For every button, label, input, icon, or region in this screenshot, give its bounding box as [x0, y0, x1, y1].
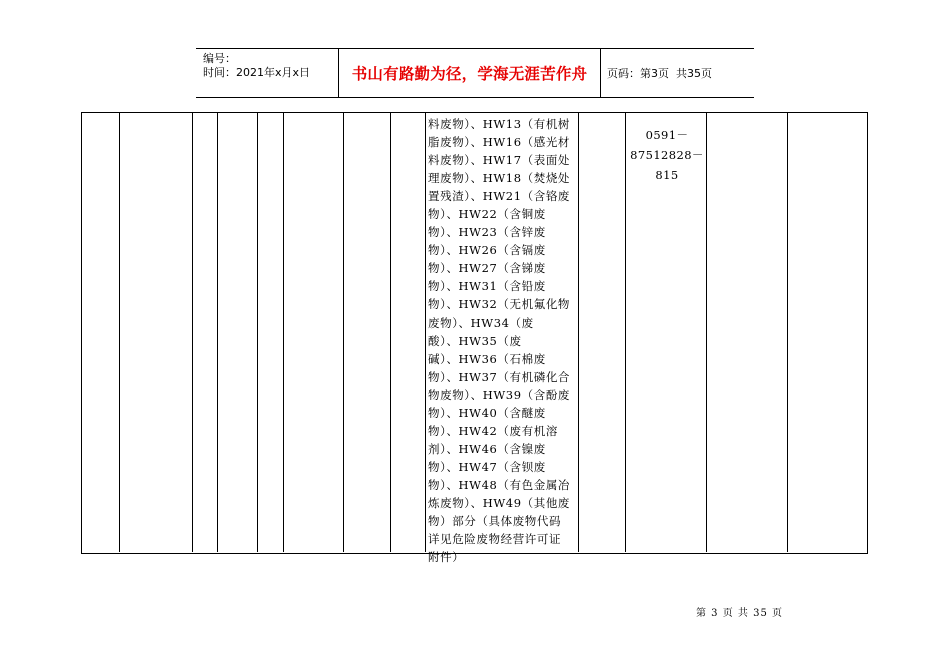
phone-line: 815 — [655, 168, 679, 182]
phone-cell — [628, 125, 706, 185]
column-divider — [283, 112, 284, 552]
column-divider — [578, 112, 579, 552]
description-line: 料废物）、HW13（有机树 — [428, 117, 571, 131]
description-line: 物）、HW48（有色金属冶 — [428, 477, 571, 492]
description-line: 物）、HW27（含锑废 — [428, 261, 546, 276]
description-line: 详见危险废物经营许可证 — [428, 532, 562, 547]
phone-line: 0591－ — [645, 128, 689, 142]
column-divider — [425, 112, 426, 552]
description-line: 剂）、HW46（含镍废 — [428, 441, 546, 456]
description-line: 理废物）、HW18（焚烧处 — [428, 171, 571, 186]
description-line: 炼废物）、HW49（其他废 — [428, 495, 571, 510]
description-line: 物废物）、HW39（含酚废 — [428, 387, 571, 402]
description-line: 料废物）、HW17（表面处 — [428, 153, 571, 168]
description-line: 置残渣）、HW21（含铬废 — [428, 189, 571, 204]
description-line: 物）、HW22（含铜废 — [428, 207, 546, 222]
column-divider — [787, 112, 788, 552]
description-line: 物）、HW31（含铅废 — [428, 279, 546, 294]
number-label: 编号： — [203, 52, 236, 65]
waste-description-cell — [428, 115, 578, 566]
description-line: 废物）、HW34（废 — [428, 315, 534, 330]
column-divider — [390, 112, 391, 552]
column-divider — [343, 112, 344, 552]
description-line: 脂废物）、HW16（感光材 — [428, 135, 571, 150]
description-line: 物）、HW32（无机氟化物 — [428, 297, 571, 312]
header-meta — [196, 49, 339, 97]
column-divider — [192, 112, 193, 552]
time-label: 时间：2021年x月x日 — [203, 66, 311, 79]
column-divider — [257, 112, 258, 552]
description-line: 物）、HW37（有机磷化合 — [428, 369, 571, 384]
description-line: 物）、HW26（含镉废 — [428, 243, 546, 258]
header-page-code — [601, 49, 754, 97]
phone-line: 87512828－ — [630, 148, 704, 162]
description-line: 碱）、HW36（石棉废 — [428, 351, 546, 366]
description-line: 物）、HW42（废有机溶 — [428, 423, 558, 438]
description-line: 附件） — [428, 550, 465, 565]
description-line: 酸）、HW35（废 — [428, 333, 522, 348]
description-line: 物）部分（具体废物代码 — [428, 514, 562, 529]
description-line: 物）、HW40（含醚废 — [428, 405, 546, 420]
page-code-text: 页码：第3页 共35页 — [607, 67, 712, 80]
header-motto: 书山有路勤为径，学海无涯苦作舟 — [339, 49, 601, 97]
column-divider — [217, 112, 218, 552]
column-divider — [625, 112, 626, 552]
description-line: 物）、HW23（含锌废 — [428, 225, 546, 240]
column-divider — [119, 112, 120, 552]
column-divider — [706, 112, 707, 552]
page-header — [196, 48, 754, 98]
page-footer: 第 3 页 共 35 页 — [696, 608, 783, 619]
description-line: 物）、HW47（含钡废 — [428, 459, 546, 474]
